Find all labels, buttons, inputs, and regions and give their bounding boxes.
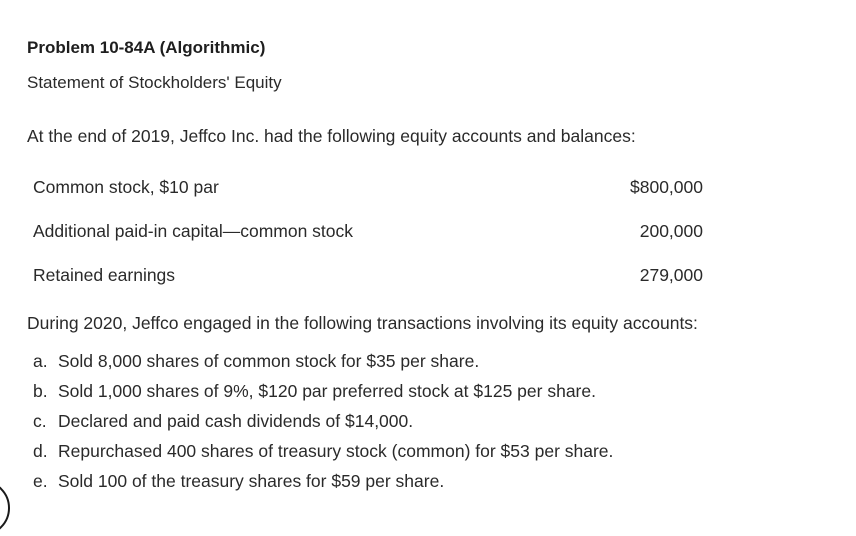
transaction-item <box>33 471 613 501</box>
account-name: Common stock, $10 par <box>33 177 219 197</box>
account-name: Additional paid-in capital—common stock <box>33 221 354 241</box>
intro-text: At the end of 2019, Jeffco Inc. had the following equity accounts and balances: <box>27 126 636 146</box>
transaction-text: Sold 1,000 shares of 9%, $120 par preferred stock at $125 per share. <box>58 381 596 401</box>
account-row <box>33 177 703 201</box>
account-amount: 279,000 <box>639 265 703 285</box>
account-amount: $800,000 <box>630 177 703 197</box>
problem-title: Problem 10-84A (Algorithmic) <box>27 38 266 57</box>
transaction-letter: d. <box>33 441 48 461</box>
transaction-list <box>33 351 613 501</box>
account-name: Retained earnings <box>33 265 176 285</box>
transaction-item <box>33 351 613 381</box>
account-row <box>33 221 703 245</box>
transaction-item <box>33 381 613 411</box>
transaction-letter: e. <box>33 471 48 491</box>
transaction-text: Sold 100 of the treasury shares for $59 per share. <box>58 471 445 491</box>
transaction-letter: b. <box>33 381 48 401</box>
transaction-text: Sold 8,000 shares of common stock for $35 per share. <box>58 351 480 371</box>
transaction-text: Declared and paid cash dividends of $14,000. <box>58 411 414 431</box>
account-amount: 200,000 <box>639 221 703 241</box>
during-text: During 2020, Jeffco engaged in the following transactions involving its equity accounts: <box>27 313 698 333</box>
account-row <box>33 265 703 289</box>
transaction-text: Repurchased 400 shares of treasury stock (common) for $53 per share. <box>58 441 614 461</box>
edge-circle-icon <box>0 480 10 536</box>
transaction-item <box>33 441 613 471</box>
transaction-item <box>33 411 613 441</box>
transaction-letter: c. <box>33 411 47 431</box>
problem-subtitle: Statement of Stockholders' Equity <box>27 73 282 92</box>
transaction-letter: a. <box>33 351 48 371</box>
